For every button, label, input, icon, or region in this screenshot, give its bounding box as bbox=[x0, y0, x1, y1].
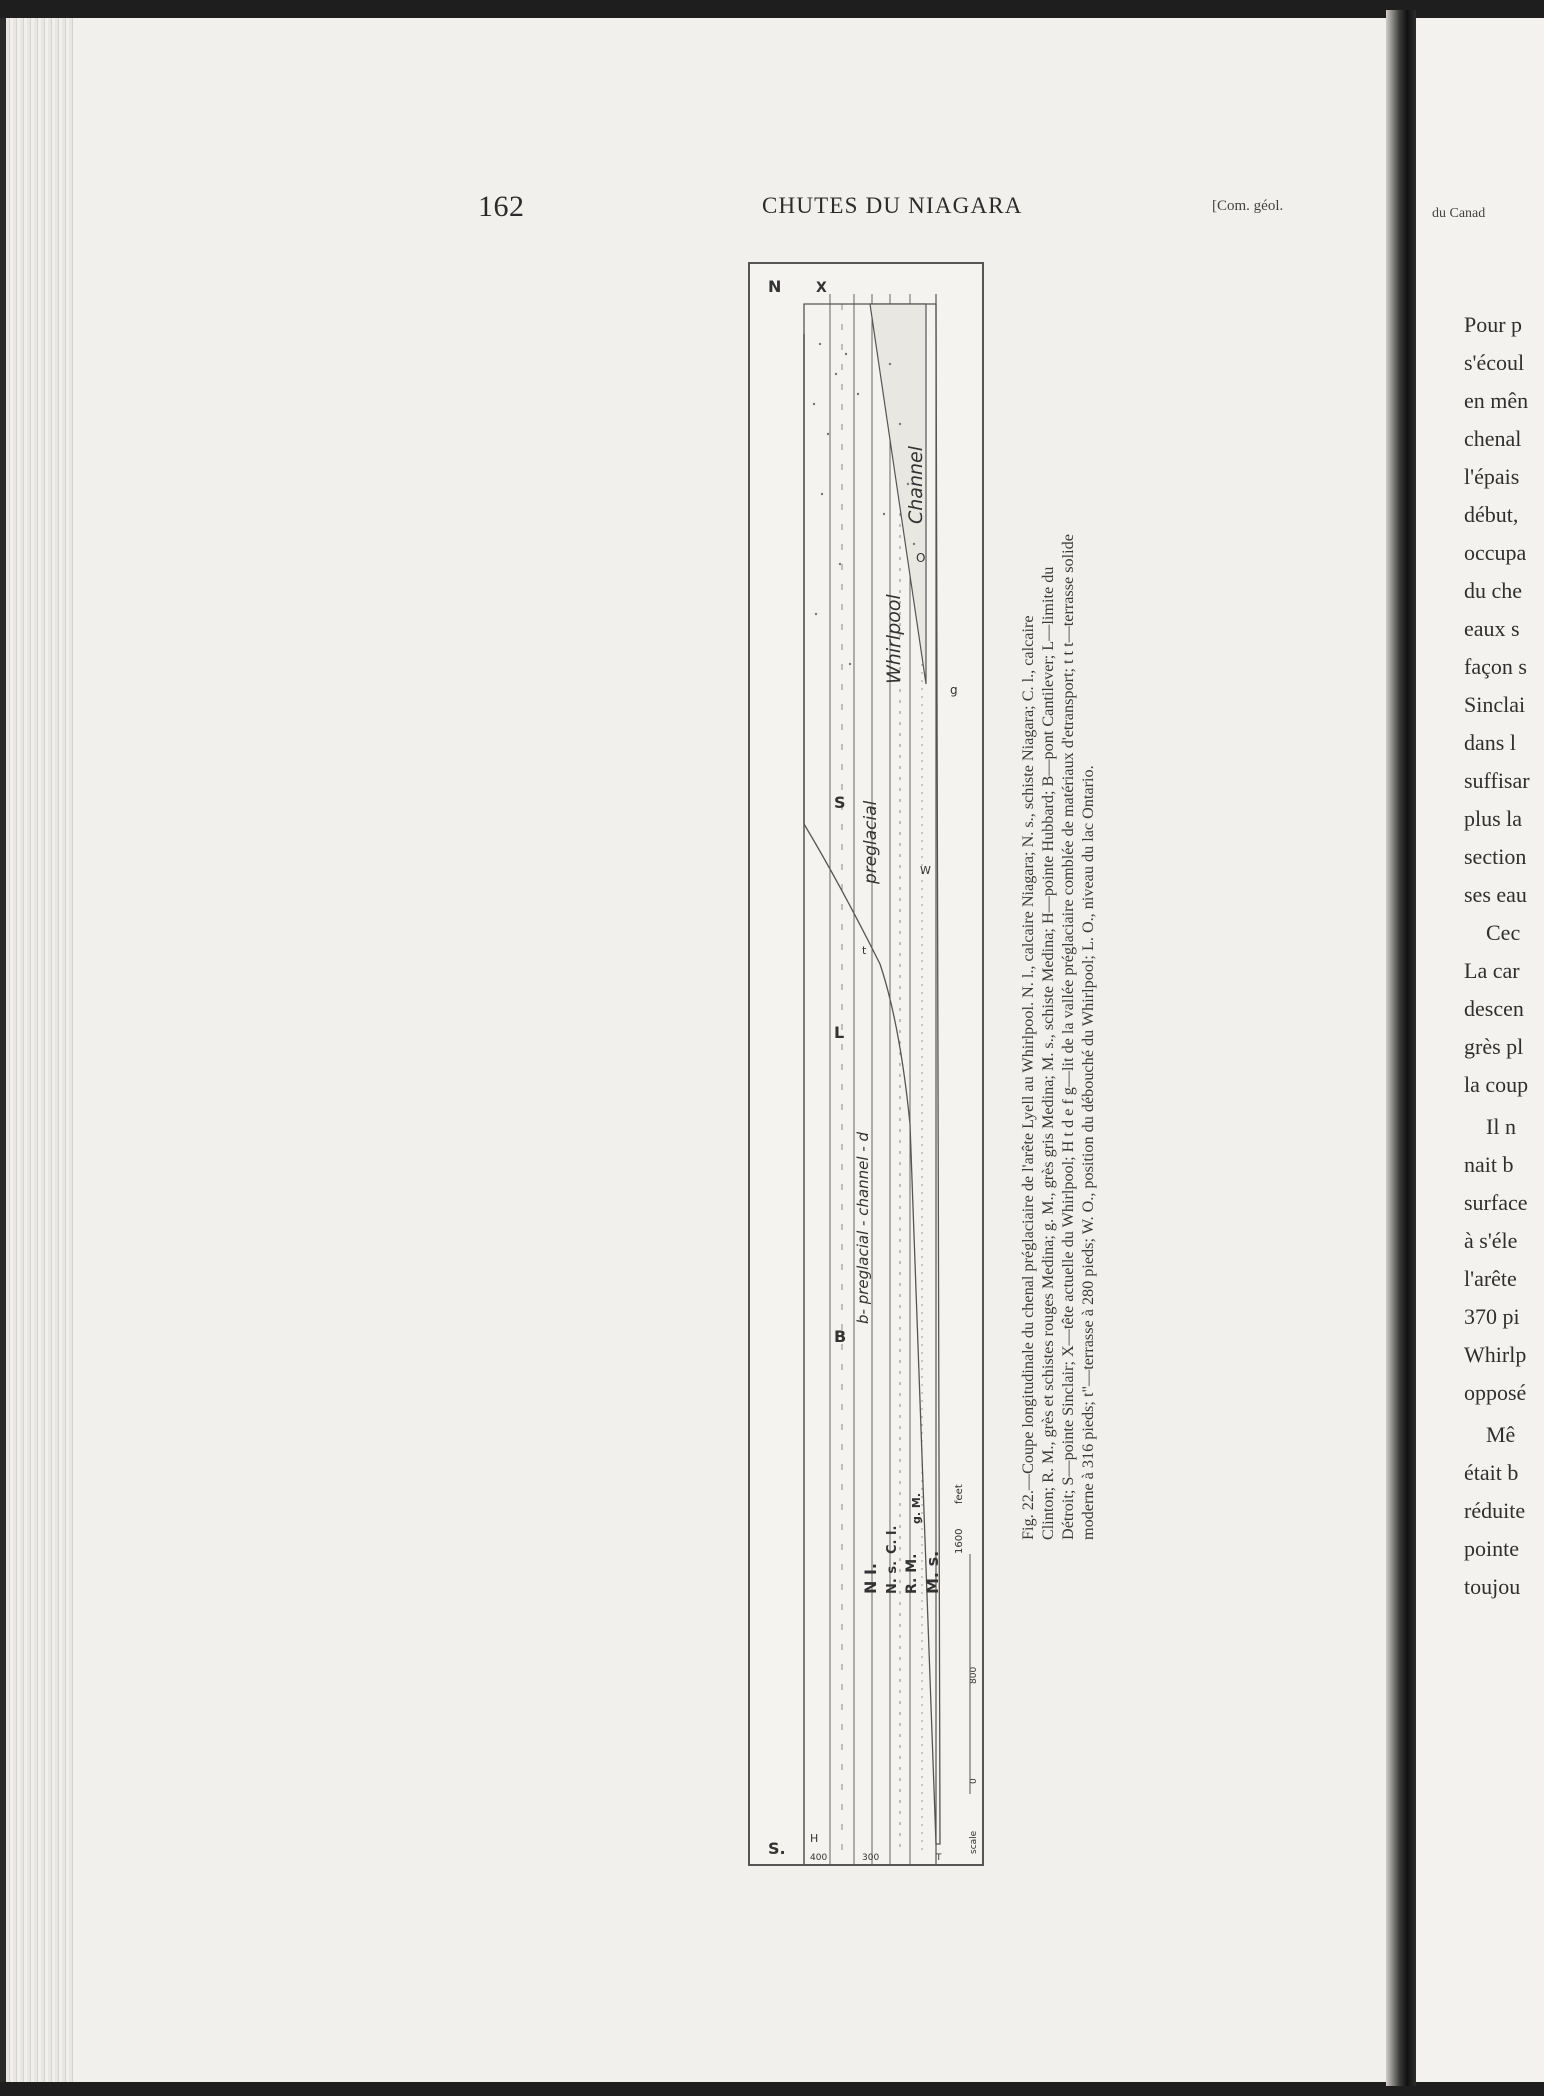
label-whirlpool: Whirlpool bbox=[883, 594, 905, 684]
label-point-s: S bbox=[834, 793, 846, 812]
text-line: s'écoul bbox=[1464, 350, 1525, 375]
caption-line: Fig. 22.—Coupe longitudinale du chenal préglaciaire de l'arête Lyell au Whirlpool. N. l., calcaire Niagara; N. s., schiste Niagara; C. l., calcaire bbox=[1019, 615, 1037, 1540]
text-line: Whirlp bbox=[1464, 1342, 1527, 1367]
text-line: occupa bbox=[1464, 540, 1527, 565]
left-page bbox=[6, 18, 1392, 2082]
label-w: W bbox=[920, 864, 931, 877]
scan-bottom-border bbox=[0, 2082, 1544, 2096]
text-line: début, bbox=[1464, 502, 1519, 527]
caption-line: Détroit; S—pointe Sinclair; X—tête actuelle du Whirlpool; H t d e f g—lit de la vallée préglaciaire comblée de matériaux d'etransport; t t t—terrasse solide bbox=[1059, 534, 1077, 1540]
label-scale-feet: feet bbox=[954, 1484, 965, 1504]
text-line: Mê bbox=[1486, 1422, 1516, 1447]
label-elev-300: 300 bbox=[862, 1853, 880, 1863]
text-line: chenal bbox=[1464, 426, 1522, 451]
label-o: O bbox=[916, 551, 926, 565]
figure-caption bbox=[1018, 0, 1118, 1540]
text-line: était b bbox=[1464, 1460, 1519, 1485]
label-scale-1600: 1600 bbox=[954, 1528, 965, 1554]
book-gutter bbox=[1386, 10, 1416, 2086]
text-line: Pour p bbox=[1464, 312, 1523, 337]
running-title: CHUTES DU NIAGARA bbox=[762, 193, 1023, 218]
text-line: nait b bbox=[1464, 1152, 1514, 1177]
text-line: Cec bbox=[1486, 920, 1521, 945]
text-line: réduite bbox=[1464, 1498, 1526, 1523]
cross-section-drawing bbox=[750, 264, 986, 1868]
text-line: l'épais bbox=[1464, 464, 1520, 489]
text-line: Sinclai bbox=[1464, 692, 1526, 717]
text-line: à s'éle bbox=[1464, 1228, 1518, 1253]
text-line: dans l bbox=[1464, 730, 1516, 755]
label-strata-ms: M. s. bbox=[923, 1550, 942, 1594]
caption-line: moderne à 316 pieds; t"—terrasse à 280 pieds; W. O., position du débouché du Whirlpool; L. O., niveau du lac Ontario. bbox=[1079, 765, 1097, 1540]
cross-section-figure bbox=[748, 262, 984, 1866]
text-line: en mên bbox=[1464, 388, 1529, 413]
text-line: pointe bbox=[1464, 1536, 1519, 1561]
right-page-text bbox=[1464, 306, 1544, 1606]
caption-line: Clinton; R. M., grès et schistes rouges Medina; g. M., grès gris Medina; M. s., schiste Medina; H—pointe Hubbard; B—pont Cantilever; L—limite du bbox=[1039, 566, 1057, 1540]
running-header-right: [Com. géol. bbox=[1212, 198, 1284, 214]
label-elev-400: 400 bbox=[810, 1853, 828, 1863]
text-line: du che bbox=[1464, 578, 1523, 603]
page-number: 162 bbox=[478, 190, 525, 223]
label-scale: scale bbox=[969, 1830, 979, 1854]
label-preglacial: preglacial bbox=[861, 800, 881, 884]
label-point-l: L bbox=[834, 1023, 845, 1042]
text-line: 370 pi bbox=[1464, 1304, 1520, 1329]
text-line: surface bbox=[1464, 1190, 1528, 1215]
text-line: la coup bbox=[1464, 1072, 1529, 1097]
label-north: N bbox=[768, 277, 782, 296]
text-line: opposé bbox=[1464, 1380, 1527, 1405]
label-point-b: B bbox=[834, 1327, 847, 1346]
label-scale-0: 0 bbox=[969, 1778, 979, 1784]
label-preglacial-channel: b- preglacial - channel - d bbox=[854, 1131, 872, 1324]
label-south: S. bbox=[768, 1839, 786, 1858]
text-line: section bbox=[1464, 844, 1527, 869]
scan-top-border bbox=[0, 0, 1544, 18]
text-line: ses eau bbox=[1464, 882, 1527, 907]
text-line: plus la bbox=[1464, 806, 1523, 831]
text-line: eaux s bbox=[1464, 616, 1520, 641]
text-line: toujou bbox=[1464, 1574, 1521, 1599]
page-stack-edges bbox=[6, 18, 76, 2082]
label-channel: Channel bbox=[905, 445, 927, 524]
label-g: g bbox=[950, 683, 958, 697]
text-line: La car bbox=[1464, 958, 1520, 983]
text-line: suffisar bbox=[1464, 768, 1530, 793]
text-line: façon s bbox=[1464, 654, 1527, 679]
text-line: Il n bbox=[1486, 1114, 1516, 1139]
label-strata-ns: N. s. bbox=[885, 1560, 900, 1594]
label-strata-gm: g. M. bbox=[910, 1492, 923, 1524]
label-strata-rm: R. M. bbox=[904, 1553, 920, 1594]
label-scale-800: 800 bbox=[969, 1666, 979, 1684]
label-h: H bbox=[810, 1832, 819, 1845]
label-t: T bbox=[936, 1853, 942, 1863]
text-line: grès pl bbox=[1464, 1034, 1524, 1059]
text-line: l'arête bbox=[1464, 1266, 1517, 1291]
label-x: X bbox=[816, 280, 827, 296]
label-strata-ni: N I. bbox=[861, 1563, 880, 1594]
label-t-lower: t bbox=[862, 944, 867, 957]
text-line: descen bbox=[1464, 996, 1524, 1021]
right-page-header: du Canad bbox=[1432, 206, 1486, 221]
label-strata-cl: C. l. bbox=[885, 1525, 900, 1554]
